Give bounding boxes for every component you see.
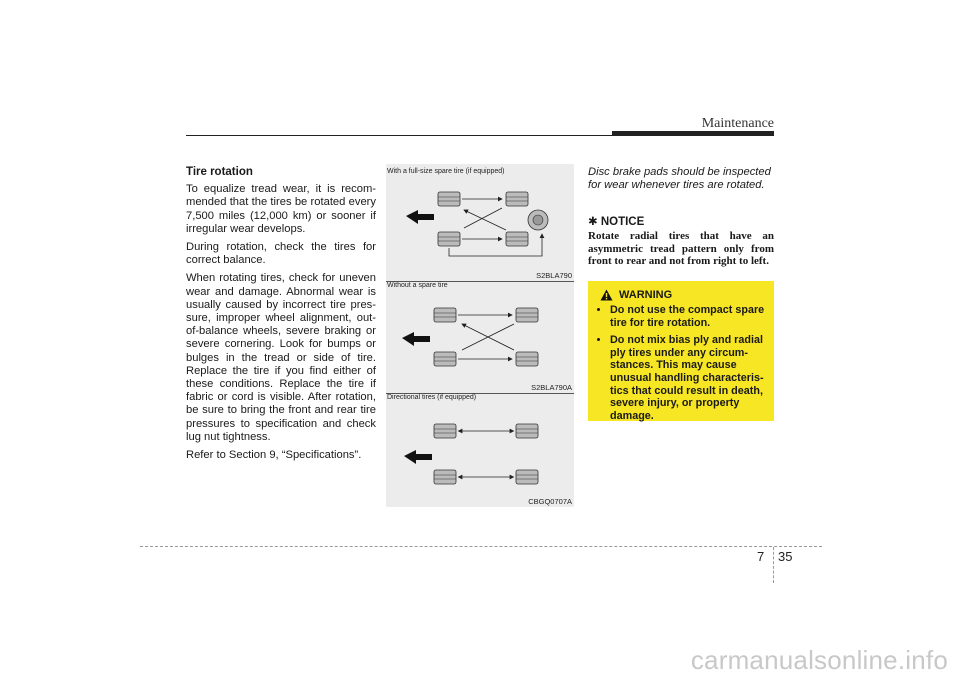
watermark: carmanualsonline.info	[690, 645, 948, 675]
page-number-divider	[773, 547, 774, 583]
notice-body: Rotate radial tires that have an asymmetric tread pattern only from front to rear and not from right to left.	[588, 230, 774, 267]
rotation-diagram-no-spare	[386, 282, 574, 394]
panel-caption: Directional tires (if equipped)	[387, 394, 477, 401]
paragraph-1: To equalize tread wear, it is recom-mended that the tires be rotated every 7,500 miles (12,000 km) or sooner if irregular wear develops.	[186, 183, 376, 235]
figure-code: CBGQ0707A	[528, 497, 572, 506]
panel-caption: Without a spare tire	[387, 282, 448, 289]
figure-code: S2BLA790	[536, 271, 572, 280]
section-heading: Tire rotation	[186, 166, 253, 178]
rotation-diagram-spare	[386, 164, 574, 282]
panel-directional	[386, 394, 574, 507]
paragraph-4: Refer to Section 9, “Specifications”.	[186, 449, 362, 462]
notice-column	[588, 166, 774, 268]
warning-item: • Do not mix bias ply and radial ply tires under any circum-stances. This may cause unusual handling characteris-tics that could result in death, severe injury, or property damage.	[610, 334, 766, 422]
warning-triangle-icon	[600, 289, 613, 301]
warning-list	[596, 304, 766, 422]
page-number: 35	[778, 549, 793, 564]
paragraph-3: When rotating tires, check for uneven wear and damage. Abnormal wear is usually caused by incorrect tire pres-sure, improper wheel alignment, out-of-balance wheels, severe braking or severe cornering. Look for bumps or bulges in the tread or side of tire. Replace the tire if you find either of these conditions. Replace the tire if fabric or cord is visible. After rotation, be sure to bring the front and rear tire pressures to specification and check lug nut tightness.	[186, 272, 376, 443]
brake-pad-note: Disc brake pads should be inspected for wear whenever tires are rotated.	[588, 166, 771, 191]
chapter-number: 7	[757, 549, 765, 564]
warning-item: • Do not use the compact spare tire for tire rotation.	[610, 304, 766, 329]
warning-title: WARNING	[619, 289, 673, 301]
warning-box	[588, 281, 774, 421]
panel-without-spare	[386, 282, 574, 394]
warning-header	[600, 289, 766, 301]
section-title: Maintenance	[701, 116, 774, 131]
header-tab-bar	[612, 131, 774, 136]
tire-rotation-section	[186, 166, 376, 467]
footer-rule	[140, 546, 822, 547]
panel-full-size-spare	[386, 164, 574, 282]
tire-rotation-figure	[386, 164, 574, 507]
panel-caption: With a full-size spare tire (if equipped)	[387, 168, 505, 175]
figure-code: S2BLA790A	[531, 383, 572, 392]
notice-title: ✱ NOTICE	[588, 216, 645, 228]
paragraph-2: During rotation, check the tires for correct balance.	[186, 241, 376, 267]
rotation-diagram-directional	[386, 394, 574, 507]
